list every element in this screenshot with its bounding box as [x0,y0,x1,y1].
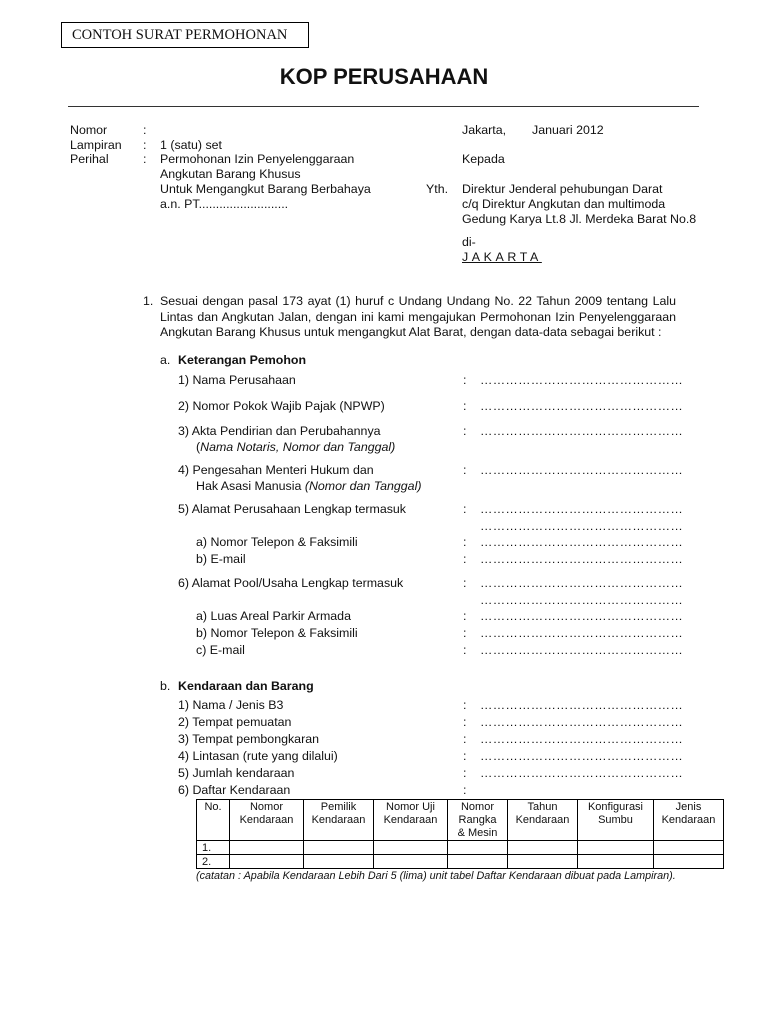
perihal-line-4: a.n. PT.......................... [160,197,289,211]
lampiran-colon: : [143,138,147,152]
fill-line: ………………………………………… [480,715,684,729]
recipient-city: JAKARTA [462,250,542,264]
b-item-5: 5) Jumlah kendaraan [178,766,295,780]
b-item-6: 6) Daftar Kendaraan [178,783,291,797]
table-cell [508,841,578,855]
a-item-6: 6) Alamat Pool/Usaha Lengkap termasuk [178,576,404,590]
paragraph-number: 1. [143,294,154,308]
colon: : [463,463,467,477]
section-a-title: Keterangan Pemohon [178,353,307,367]
perihal-line-2: Angkutan Barang Khusus [160,167,301,181]
fill-line: ………………………………………… [480,609,684,623]
a-item-3-sub-paren: ( [196,440,201,454]
nomor-label: Nomor [70,123,108,137]
colon: : [463,715,467,729]
fill-line: ………………………………………… [480,502,684,516]
kepada-label: Kepada [462,152,505,166]
a-item-5a: a) Nomor Telepon & Faksimili [196,535,358,549]
table-note: (catatan : Apabila Kendaraan Lebih Dari 5 (lima) unit tabel Daftar Kendaraan dibuat pada Lampiran). [196,870,676,882]
letter-city: Jakarta, [462,123,507,137]
di-label: di- [462,235,476,249]
intro-paragraph: Sesuai dengan pasal 173 ayat (1) huruf c Undang Undang No. 22 Tahun 2009 tentang Lalu Lintas dan Angkutan Jalan, dengan ini kami mengajukan Permohonan Izin Penyelenggaraan Angkutan Barang Khusus untuk mengangkut Alat Barat, dengan data-data sebagai berikut : [160,294,676,339]
perihal-line-1: Permohonan Izin Penyelenggaraan [160,152,355,166]
fill-line: ………………………………………… [480,399,684,413]
a-item-4-sub-italic: (Nomor dan Tanggal) [304,479,422,493]
colon: : [463,732,467,746]
colon: : [463,502,467,516]
a-item-2: 2) Nomor Pokok Wajib Pajak (NPWP) [178,399,385,413]
a-item-4: 4) Pengesahan Menteri Hukum dan [178,463,374,477]
fill-line: ………………………………………… [480,552,684,566]
fill-line: ………………………………………… [480,593,684,607]
vehicle-list-table [196,799,724,869]
table-header-row [197,800,724,841]
fill-line: ………………………………………… [480,626,684,640]
a-item-5b: b) E-mail [196,552,246,566]
table-cell [230,841,304,855]
colon: : [463,576,467,590]
table-cell [578,855,654,869]
table-cell [304,841,374,855]
col-header-nomor-kendaraan: Nomor Kendaraan [230,800,304,841]
a-item-1: 1) Nama Perusahaan [178,373,296,387]
recipient-line-2: c/q Direktur Angkutan dan multimoda [462,197,666,211]
b-item-3: 3) Tempat pembongkaran [178,732,319,746]
a-item-4-sub [196,479,421,493]
perihal-colon: : [143,152,147,166]
b-item-4: 4) Lintasan (rute yang dilalui) [178,749,338,763]
fill-line: ………………………………………… [480,749,684,763]
fill-line: ………………………………………… [480,373,684,387]
colon: : [463,373,467,387]
fill-line: ………………………………………… [480,576,684,590]
table-cell [508,855,578,869]
fill-line: ………………………………………… [480,732,684,746]
col-header-konfigurasi: Konfigurasi Sumbu [578,800,654,841]
a-item-6a: a) Luas Areal Parkir Armada [196,609,351,623]
table-row [197,841,724,855]
fill-line: ………………………………………… [480,698,684,712]
perihal-label: Perihal [70,152,109,166]
table-cell [304,855,374,869]
colon: : [463,626,467,640]
table-cell [654,855,724,869]
col-header-rangka-mesin: Nomor Rangka & Mesin [448,800,508,841]
letterhead-title: KOP PERUSAHAAN [279,64,489,89]
colon: : [463,766,467,780]
a-item-3-sub [196,440,395,454]
colon: : [463,783,467,797]
table-cell [374,855,448,869]
col-header-nomor-uji: Nomor Uji Kendaraan [374,800,448,841]
section-a-letter: a. [160,353,171,367]
table-cell [230,855,304,869]
recipient-line-3: Gedung Karya Lt.8 Jl. Merdeka Barat No.8 [462,212,697,226]
header-divider [68,106,699,107]
fill-line: ………………………………………… [480,643,684,657]
colon: : [463,609,467,623]
colon: : [463,424,467,438]
nomor-colon: : [143,123,147,137]
a-item-3: 3) Akta Pendirian dan Perubahannya [178,424,381,438]
recipient-line-1: Direktur Jenderal pehubungan Darat [462,182,663,196]
lampiran-label: Lampiran [70,138,122,152]
row-number: 2. [197,855,230,869]
section-b-letter: b. [160,679,171,693]
a-item-5: 5) Alamat Perusahaan Lengkap termasuk [178,502,406,516]
perihal-line-3: Untuk Mengangkut Barang Berbahaya [160,182,371,196]
colon: : [463,535,467,549]
col-header-tahun: Tahun Kendaraan [508,800,578,841]
colon: : [463,399,467,413]
table-cell [374,841,448,855]
b-item-1: 1) Nama / Jenis B3 [178,698,284,712]
lampiran-value: 1 (satu) set [160,138,222,152]
b-item-2: 2) Tempat pemuatan [178,715,292,729]
row-number: 1. [197,841,230,855]
colon: : [463,698,467,712]
section-b-title: Kendaraan dan Barang [178,679,314,693]
a-item-4-sub-text: Hak Asasi Manusia [196,479,302,493]
table-cell [654,841,724,855]
table-cell [448,855,508,869]
fill-line: ………………………………………… [480,766,684,780]
colon: : [463,552,467,566]
col-header-pemilik: Pemilik Kendaraan [304,800,374,841]
colon: : [463,749,467,763]
fill-line: ………………………………………… [480,424,684,438]
a-item-3-sub-text: Nama Notaris, Nomor dan Tanggal) [200,440,396,454]
col-header-no: No. [197,800,230,841]
fill-line: ………………………………………… [480,463,684,477]
fill-line: ………………………………………… [480,535,684,549]
table-row [197,855,724,869]
table-cell [448,841,508,855]
a-item-6b: b) Nomor Telepon & Faksimili [196,626,358,640]
letter-date: Januari 2012 [532,123,604,137]
col-header-jenis: Jenis Kendaraan [654,800,724,841]
fill-line: ………………………………………… [480,519,684,533]
yth-label: Yth. [426,182,449,196]
a-item-6c: c) E-mail [196,643,245,657]
colon: : [463,643,467,657]
document-type-badge: CONTOH SURAT PERMOHONAN [61,22,309,48]
table-cell [578,841,654,855]
